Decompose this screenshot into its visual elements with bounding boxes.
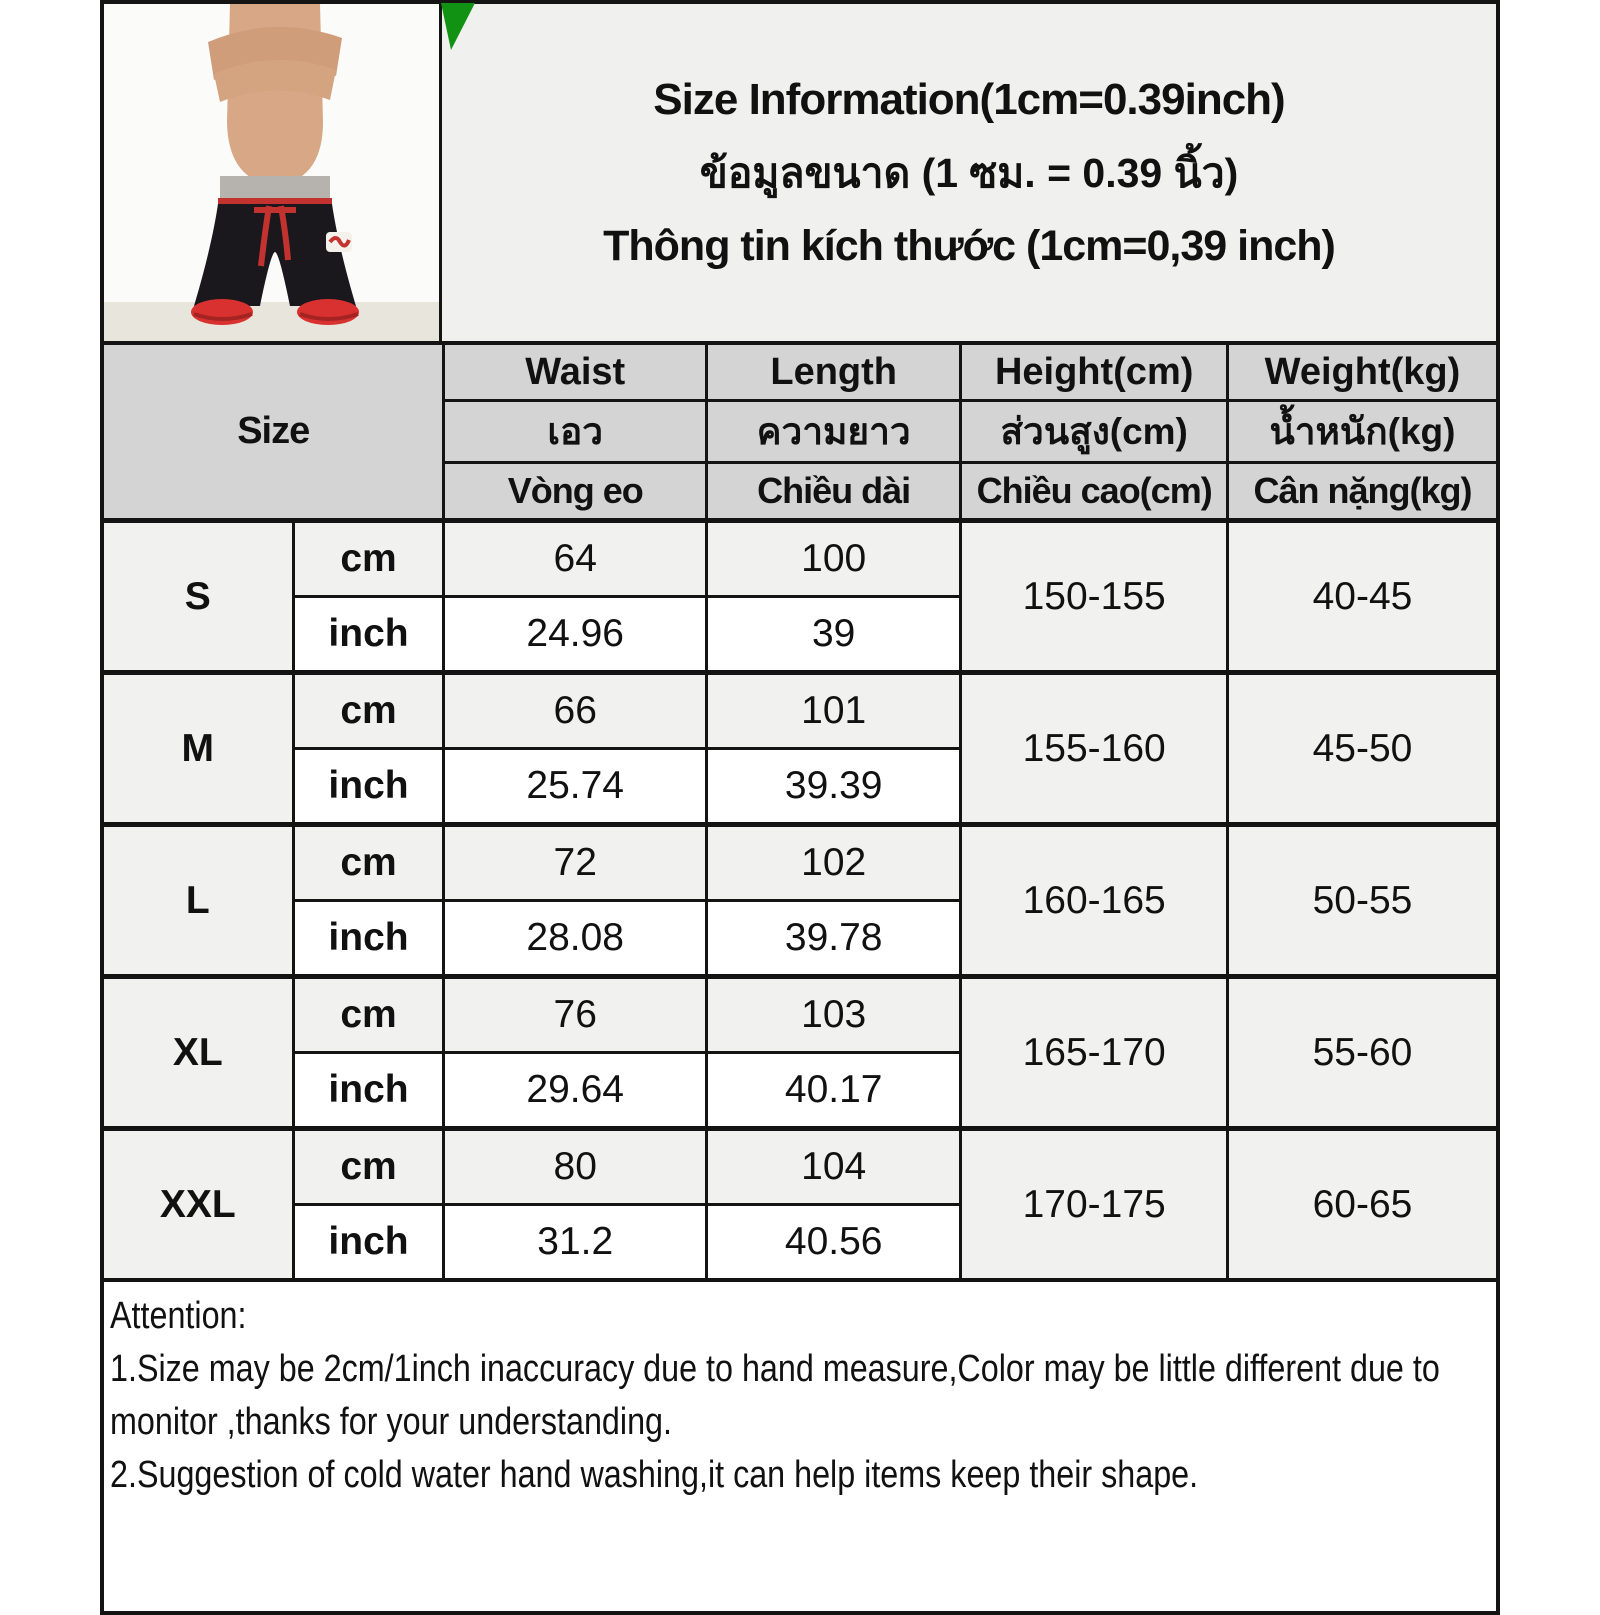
size-label: S	[102, 521, 293, 673]
unit-label-inch: inch	[293, 749, 444, 825]
weight-range: 55-60	[1227, 977, 1498, 1129]
waist-cm-value: 76	[444, 977, 707, 1053]
title-block	[442, 4, 1496, 341]
weight-range: 45-50	[1227, 673, 1498, 825]
waist-inch-value: 31.2	[444, 1205, 707, 1281]
height-range: 165-170	[961, 977, 1228, 1129]
waist-inch-value: 29.64	[444, 1053, 707, 1129]
waist-cm-value: 64	[444, 521, 707, 597]
header-waist-th: เอว	[444, 401, 707, 463]
unit-label-cm: cm	[293, 977, 444, 1053]
unit-label-inch: inch	[293, 1053, 444, 1129]
length-cm-value: 101	[706, 673, 960, 749]
header-length-th: ความยาว	[706, 401, 960, 463]
pants	[194, 204, 356, 306]
size-label: XXL	[102, 1129, 293, 1281]
waist-cm-value: 80	[444, 1129, 707, 1205]
waist-inch-value: 28.08	[444, 901, 707, 977]
height-range: 160-165	[961, 825, 1228, 977]
length-cm-value: 103	[706, 977, 960, 1053]
size-label: XL	[102, 977, 293, 1129]
left-shoe	[191, 299, 253, 325]
attention-note-2: 2.Suggestion of cold water hand washing,it can help items keep their shape.	[110, 1454, 1199, 1496]
header-length-en: Length	[706, 343, 960, 401]
unit-label-cm: cm	[293, 825, 444, 901]
header-height-th: ส่วนสูง(cm)	[961, 401, 1228, 463]
length-cm-value: 104	[706, 1129, 960, 1205]
unit-label-cm: cm	[293, 521, 444, 597]
green-corner-ribbon-icon	[441, 3, 477, 51]
length-cm-value: 102	[706, 825, 960, 901]
length-inch-value: 39.39	[706, 749, 960, 825]
title-english: Size Information(1cm=0.39inch)	[653, 74, 1285, 124]
title-thai: ข้อมูลขนาด (1 ซม. = 0.39 นิ้ว)	[699, 149, 1239, 196]
length-inch-value: 40.56	[706, 1205, 960, 1281]
weight-range: 40-45	[1227, 521, 1498, 673]
length-inch-value: 40.17	[706, 1053, 960, 1129]
top-row	[100, 0, 1500, 341]
unit-label-cm: cm	[293, 1129, 444, 1205]
weight-range: 60-65	[1227, 1129, 1498, 1281]
attention-box	[100, 1282, 1500, 1615]
size-label: M	[102, 673, 293, 825]
waist-cm-value: 66	[444, 673, 707, 749]
waist-cm-value: 72	[444, 825, 707, 901]
length-inch-value: 39	[706, 597, 960, 673]
unit-label-inch: inch	[293, 901, 444, 977]
height-range: 155-160	[961, 673, 1228, 825]
waist-inch-value: 25.74	[444, 749, 707, 825]
waistband-red-trim	[218, 198, 332, 205]
height-range: 170-175	[961, 1129, 1228, 1281]
header-weight-vi: Cân nặng(kg)	[1227, 463, 1498, 521]
size-chart-sheet	[100, 0, 1500, 1615]
size-label: L	[102, 825, 293, 977]
attention-note-1: 1.Size may be 2cm/1inch inaccuracy due to hand measure,Color may be little different due to monitor ,thanks for your understanding.	[110, 1348, 1440, 1443]
waist-inch-value: 24.96	[444, 597, 707, 673]
header-weight-th: น้ำหนัก(kg)	[1227, 401, 1498, 463]
floor	[104, 302, 439, 341]
product-photo-drawing	[104, 4, 439, 341]
header-length-vi: Chiều dài	[706, 463, 960, 521]
size-table	[100, 341, 1500, 1282]
header-waist-vi: Vòng eo	[444, 463, 707, 521]
unit-label-cm: cm	[293, 673, 444, 749]
unit-label-inch: inch	[293, 1205, 444, 1281]
corner-size-label: Size	[102, 343, 444, 521]
product-photo	[104, 4, 442, 341]
waistband	[220, 176, 330, 200]
header-waist-en: Waist	[444, 343, 707, 401]
weight-range: 50-55	[1227, 825, 1498, 977]
unit-label-inch: inch	[293, 597, 444, 673]
header-height-vi: Chiều cao(cm)	[961, 463, 1228, 521]
attention-heading: Attention:	[110, 1295, 247, 1337]
right-shoe	[297, 299, 359, 325]
header-weight-en: Weight(kg)	[1227, 343, 1498, 401]
title-vietnamese: Thông tin kích thước (1cm=0,39 inch)	[603, 221, 1335, 270]
header-height-en: Height(cm)	[961, 343, 1228, 401]
length-inch-value: 39.78	[706, 901, 960, 977]
height-range: 150-155	[961, 521, 1228, 673]
length-cm-value: 100	[706, 521, 960, 597]
